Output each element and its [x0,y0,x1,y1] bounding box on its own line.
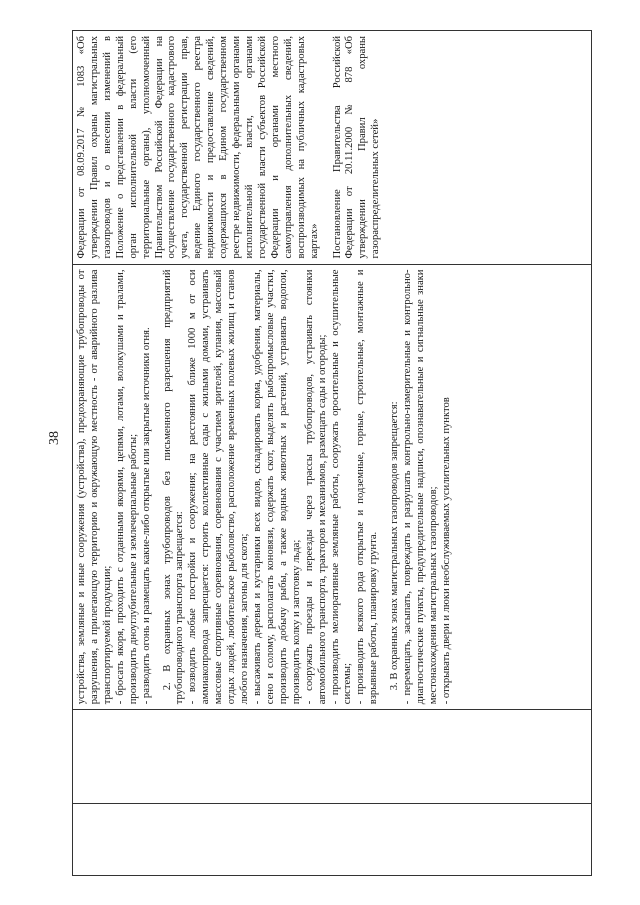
restriction-text: - производить всякого рода открытые и подземные, горные, строительные, монтажные и взрывные работы, планировку грунта. [355,269,380,705]
restriction-text: - открывать двери и люки необслуживаемых усилительных пунктов [440,397,452,705]
legal-reference: Постановление Правительства Российской Федерации от 20.11.2000 № 878 «Об утверждении Правил охраны газораспределительных сетей» [331,36,382,259]
table-cell-restrictions [73,264,592,710]
legal-reference: Федерации от 08.09.2017 № 1083 «Об утверждении Правил охраны магистральных газопроводов и о внесении изменений в Положение о представлении в федеральный орган исполнительной власти (его территориальные органы), уполномоченный Правительством Российской Федерации на осуществление государственного кадастрового учета, государственной регистрации прав, ведение Единого государственного реестра недвижимости и предоставление сведений, содержащихся в Едином государственном реестре недвижимости, федеральными органами исполнительной власти, органами государственной власти субъектов Российской Федерации и органами местного самоуправления дополнительных сведений, воспроизводимых на публичных кадастровых картах» [76,36,320,259]
restriction-text: - сооружать проезды и переезды через трассы трубопроводов, устраивать стоянки автомобильного транспорта, тракторов и механизмов, размещать сады и огороды; [303,269,328,705]
restriction-text: - перемещать, засыпать, повреждать и разрушать контрольно-измерительные и контрольно-диагностические пункты, предупредительные надписи, опознавательные и сигнальные знаки местонахождения магистральных газопроводов; [402,269,439,705]
table-cell-zone [73,710,592,804]
restriction-heading: 2. В охранных зонах трубопроводов без письменного разрешения предприятий трубопроводного транспорта запрещается: [161,269,186,705]
restriction-text: устройства, земляные и иные сооружения (устройства), предохраняющие трубопроводы от разрушения, а прилегающую территорию и окружающую местность - от аварийного разлива транспортируемой продукции; [76,269,113,705]
table-cell-number [73,804,592,876]
restriction-heading: 3. В охранных зонах магистральных газопроводов запрещается: [389,401,401,691]
regulations-table [72,30,592,876]
table-cell-legal-basis [73,31,592,265]
page-number: 38 [47,431,62,445]
rotated-page-content [72,30,592,876]
restriction-text: - разводить огонь и размещать какие-либо открытые или закрытые источники огня. [140,327,152,705]
restriction-text: - возводить любые постройки и сооружения; на расстоянии ближе 1000 м от оси аммиакопровода запрещается: строить коллективные сады с жилыми домами, устраивать массовые спортивные соревнования, соревнования с участием зрителей, купания, массовый отдых людей, любительское рыболовство, расположение временных полевых жилищ и станов любого назначения, загоны для скота; [187,269,251,705]
restriction-text: - бросать якоря, проходить с отданными якорями, цепями, лотами, волокушами и тралами, производить дноуглубительные и землечерпальные работы; [114,269,139,705]
table-row [73,31,592,876]
restriction-text: - высаживать деревья и кустарники всех видов, складировать корма, удобрения, материалы, сено и солому, располагать коновязи, содержать скот, выделять рыбопромысловые участки, производить добычу рыбы, а также водных животных и растений, устраивать водопои, производить колку и заготовку льда; [251,269,302,705]
restriction-text: - производить мелиоративные земляные работы, сооружать оросительные и осушительные системы; [329,269,354,705]
